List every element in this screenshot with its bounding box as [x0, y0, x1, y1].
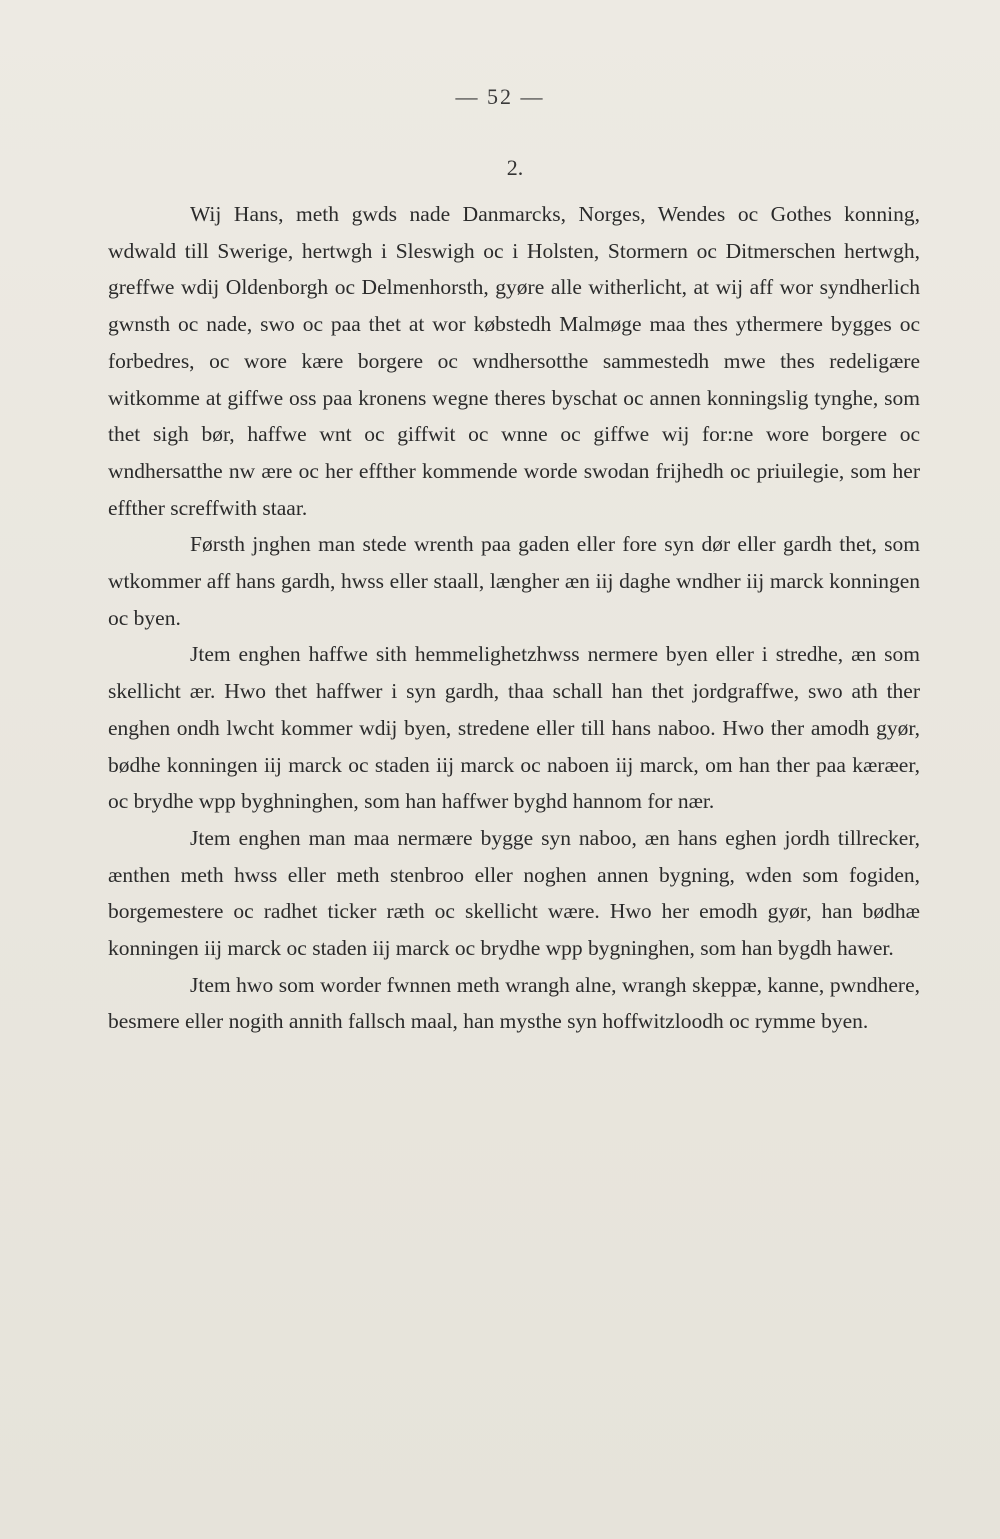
paragraph-5: Jtem hwo som worder fwnnen meth wrangh alne, wrangh skeppæ, kanne, pwndhere, besmere eller nogith annith fallsch maal, han mysthe syn hoffwitzloodh oc rymme byen. — [108, 972, 920, 1034]
page-number: — 52 — — [455, 84, 545, 109]
paragraph-2: Førsth jnghen man stede wrenth paa gaden eller fore syn dør eller gardh thet, som wtkommer aff hans gardh, hwss eller staall, længher æn iij daghe wndher iij marck konningen oc byen. — [108, 532, 920, 630]
document-body — [108, 196, 920, 1040]
paragraph-3: Jtem enghen haffwe sith hemmelighetzhwss nermere byen eller i stredhe, æn som skellicht ær. Hwo thet haffwer i syn gardh, thaa schall han thet jordgraffwe, swo ath ther enghen ondh lwcht kommer wdij byen, stredene eller till hans naboo. Hwo ther amodh gyør, bødhe konningen iij marck oc staden iij marck oc naboen iij marck, om han ther paa kæræer, oc brydhe wpp byghninghen, som han haffwer byghd hannom for nær. — [108, 642, 920, 814]
document-number: 2. — [506, 155, 524, 180]
paragraph-4: Jtem enghen man maa nermære bygge syn naboo, æn hans eghen jordh tillrecker, ænthen meth hwss eller meth stenbroo eller noghen annen bygning, wden som fogiden, borgemestere oc radhet ticker ræth oc skellicht wære. Hwo her emodh gyør, han bødhæ konningen iij marck oc staden iij marck oc brydhe wpp bygninghen, som han bygdh hawer. — [108, 825, 920, 961]
paragraph-1: Wij Hans, meth gwds nade Danmarcks, Norges, Wendes oc Gothes konning, wdwald till Swerige, hertwgh i Sleswigh oc i Holsten, Stormern oc Ditmerschen hertwgh, greffwe wdij Oldenborgh oc Delmenhorsth, gyøre alle witherlicht, at wij aff wor syndherlich gwnsth oc nade, swo oc paa thet at wor købstedh Malmøge maa thes ythermere bygges oc forbedres, oc wore kære borgere oc wndhersotthe sammestedh mwe thes redeligære witkomme at giffwe oss paa kronens wegne theres byschat oc annen konningslig tynghe, som thet sigh bør, haffwe wnt oc giffwit oc wnne oc giffwe wij for:ne wore borgere oc wndhersatthe nw ære oc her effther kommende worde swodan frijhedh oc priuilegie, som her effther screffwith staar. — [108, 202, 920, 520]
